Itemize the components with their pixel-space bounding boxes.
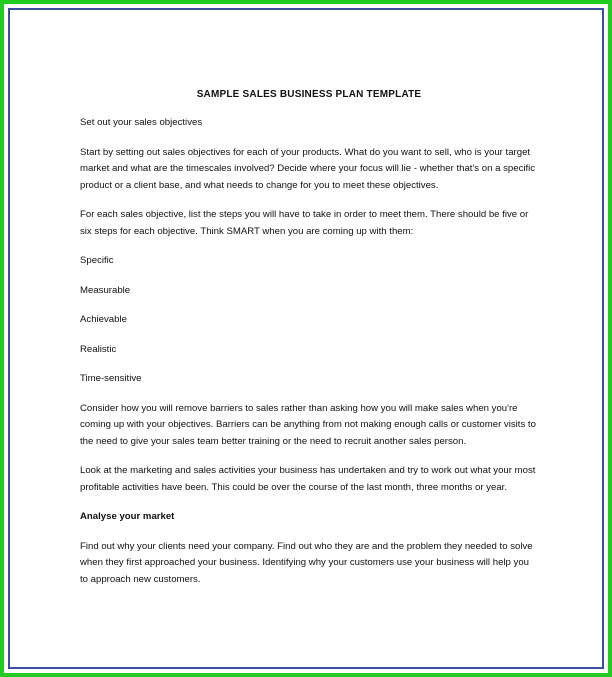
paragraph-clients: Find out why your clients need your company. Find out who they are and the problem they needed to solve when they first approached your business. Identifying why your customers use your business will help you to approach new customers. (80, 540, 533, 585)
paragraph-activities: Look at the marketing and sales activities your business has undertaken and try to work out what your most profitable activities have been. This could be over the course of the last month, three months or year. (80, 465, 536, 493)
paragraph-objectives: Start by setting out sales objectives for each of your products. What do you want to sell, who is your target market and what are the timescales involved? Decide where your focus will lie - whether that's on a specific product or a client base, and what needs to change for you to meet these objectives. (80, 146, 536, 191)
smart-item-measurable: Measurable (80, 284, 131, 296)
smart-item-realistic: Realistic (80, 343, 117, 355)
section-heading-analyse-market: Analyse your market (80, 511, 175, 522)
document-title: SAMPLE SALES BUSINESS PLAN TEMPLATE (196, 89, 422, 100)
smart-item-time-sensitive: Time-sensitive (80, 373, 142, 384)
intro-heading: Set out your sales objectives (80, 117, 203, 128)
document-page (80, 88, 538, 588)
smart-item-specific: Specific (80, 255, 114, 266)
smart-item-achievable: Achievable (80, 314, 127, 325)
paragraph-barriers: Consider how you will remove barriers to sales rather than asking how you will make sales when you're coming up with your objectives. Barriers can be anything from not making enough calls or customer visits to the need to give your sales team better training or the need to recruit another sales person. (80, 402, 536, 447)
paragraph-steps: For each sales objective, list the steps you will have to take in order to meet them. There should be five or six steps for each objective. Think SMART when you are coming up with them: (80, 209, 529, 237)
